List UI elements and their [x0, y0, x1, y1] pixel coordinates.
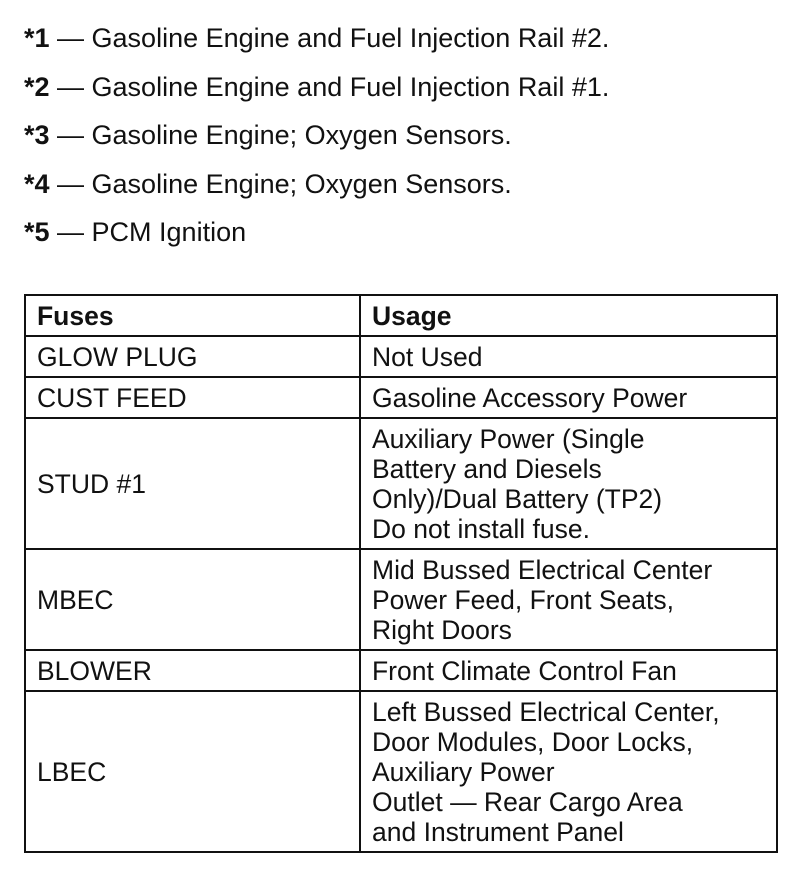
usage-line: Not Used — [372, 342, 483, 372]
usage-line: and Instrument Panel — [372, 817, 624, 847]
footnote-marker: *3 — [24, 120, 50, 150]
usage-cell — [360, 650, 777, 691]
fuse-name-cell: CUST FEED — [25, 377, 360, 418]
footnote-marker: *4 — [24, 168, 50, 199]
usage-line: Gasoline Accessory Power — [372, 383, 688, 413]
usage-line: Mid Bussed Electrical Center — [372, 555, 713, 585]
fuse-name-cell: STUD #1 — [25, 418, 360, 549]
usage-line: Door Modules, Door Locks, — [372, 727, 694, 757]
table-row — [25, 650, 777, 691]
usage-line: Do not install fuse. — [372, 514, 591, 544]
footnote-item — [24, 14, 609, 63]
table-row — [25, 418, 777, 549]
usage-line: Power Feed, Front Seats, — [372, 585, 674, 615]
usage-line: Front Climate Control Fan — [372, 656, 677, 686]
footnote-text: — Gasoline Engine; Oxygen Sensors. — [49, 120, 512, 150]
footnote-list — [24, 14, 609, 257]
footnote-marker: *1 — [24, 23, 50, 53]
column-header-fuses: Fuses — [25, 295, 360, 336]
footnote-marker: *5 — [24, 217, 50, 247]
footnote-text: — PCM Ignition — [49, 217, 247, 247]
usage-line: Only)/Dual Battery (TP2) — [372, 484, 663, 514]
table-row — [25, 549, 777, 650]
usage-line: Battery and Diesels — [372, 454, 602, 484]
footnote-item — [24, 111, 609, 160]
footnote-text: — Gasoline Engine and Fuel Injection Rail #1. — [49, 71, 610, 102]
footnote-text: — Gasoline Engine; Oxygen Sensors. — [49, 168, 512, 199]
table-row — [25, 691, 777, 852]
table-body — [25, 336, 777, 852]
fuse-name-cell: BLOWER — [25, 650, 360, 691]
usage-cell — [360, 549, 777, 650]
table-row — [25, 336, 777, 377]
footnote-marker: *2 — [24, 71, 50, 102]
usage-cell — [360, 336, 777, 377]
footnote-item — [24, 63, 609, 112]
usage-line: Outlet — Rear Cargo Area — [372, 787, 683, 817]
table-row — [25, 377, 777, 418]
table-header-row — [25, 295, 777, 336]
footnote-item — [24, 160, 609, 209]
usage-line: Auxiliary Power — [372, 757, 555, 787]
footnote-item — [24, 208, 609, 257]
usage-cell — [360, 691, 777, 852]
usage-line: Auxiliary Power (Single — [372, 424, 645, 454]
fuse-usage-table — [24, 294, 778, 853]
footnote-text: — Gasoline Engine and Fuel Injection Rail #2. — [49, 23, 610, 53]
column-header-usage: Usage — [360, 295, 777, 336]
usage-line: Right Doors — [372, 615, 512, 645]
fuse-name-cell: LBEC — [25, 691, 360, 852]
usage-cell — [360, 377, 777, 418]
usage-cell — [360, 418, 777, 549]
fuse-name-cell: GLOW PLUG — [25, 336, 360, 377]
fuse-name-cell: MBEC — [25, 549, 360, 650]
usage-line: Left Bussed Electrical Center, — [372, 697, 720, 727]
